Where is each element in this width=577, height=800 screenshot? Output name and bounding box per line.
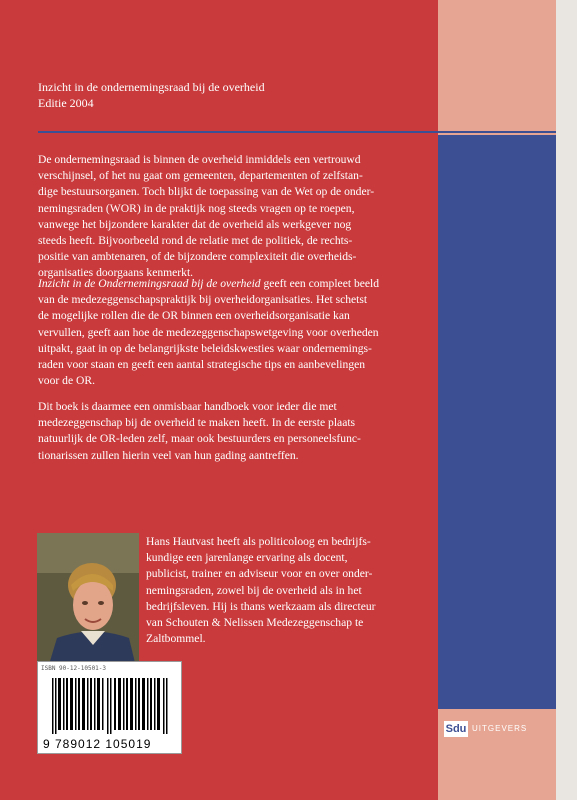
blue-color-block — [438, 135, 556, 709]
barcode-icon — [52, 678, 172, 734]
intro-paragraph: De ondernemingsraad is binnen de overheid inmiddels een vertrouwd verschijnsel, of het nu gaat om gemeenten, departementen of zelfstan- dige bestuursorganen. Toch blijkt de toepassing van de Wet op de onder- nemingsraden (WOR) in de praktijk nog steeds vragen op te roepen, vanwege het bijzondere karakter dat de overheid als werkgever nog steeds heeft. Bijvoorbeeld rond de relatie met de politiek, de rechts- positie van ambtenaren, of de bijzondere complexiteit die overheids- organisaties doorgaans kenmerkt. — [38, 153, 375, 280]
book-title-italic: Inzicht in de Ondernemingsraad bij de overheid — [38, 277, 261, 290]
summary-text: geeft een compleet beeld van de medezeggenschapspraktijk bij overheidorganisaties. Het schetst de mogelijke rollen die de OR binnen een overheidsorganisatie kan vervullen, geeft aan hoe de medezeggenschapswetgeving voor overheden uitpakt, gaat in op de belangrijkste beleidskwesties waar ondernemings- raden voor staan en geeft een aantal strategische tips en aanbevelingen voor de OR. — [38, 277, 380, 388]
author-photo — [37, 533, 139, 671]
sdu-logo-mark: Sdu — [445, 723, 467, 735]
publisher-name: UITGEVERS — [472, 724, 528, 733]
barcode-number: 9 789012 105019 — [43, 737, 152, 751]
header-divider — [38, 131, 556, 133]
cover-header — [38, 79, 265, 111]
author-portrait-image — [37, 533, 139, 671]
book-subtitle: Inzicht in de ondernemingsraad bij de overheid — [38, 80, 265, 94]
author-bio: Hans Hautvast heeft als politicoloog en bedrijfs- kundige een jarenlange ervaring als docent, publicist, trainer en adviseur voor en over onder- nemingsraden, zowel bij de overheid als in het bedrijfsleven. Hij is thans werkzaam als directeur van Schouten & Nelissen Medezeggenschap te Zaltbommel. — [146, 535, 376, 646]
isbn-small-text: ISBN 90-12-10501-3 — [41, 665, 107, 672]
barcode-label — [37, 661, 182, 754]
publisher-logo — [438, 718, 556, 742]
summary-paragraph — [38, 276, 379, 389]
audience-paragraph: Dit boek is daarmee een onmisbaar handboek voor ieder die met medezeggenschap bij de overheid te maken heeft. In de eerste plaats natuurlijk de OR-leden zelf, maar ook bestuurders en personeelsfunc- tionarissen zullen hierin veel van hun gading aantreffen. — [38, 400, 361, 462]
edition-label: Editie 2004 — [38, 96, 94, 110]
page-edge — [556, 0, 577, 800]
